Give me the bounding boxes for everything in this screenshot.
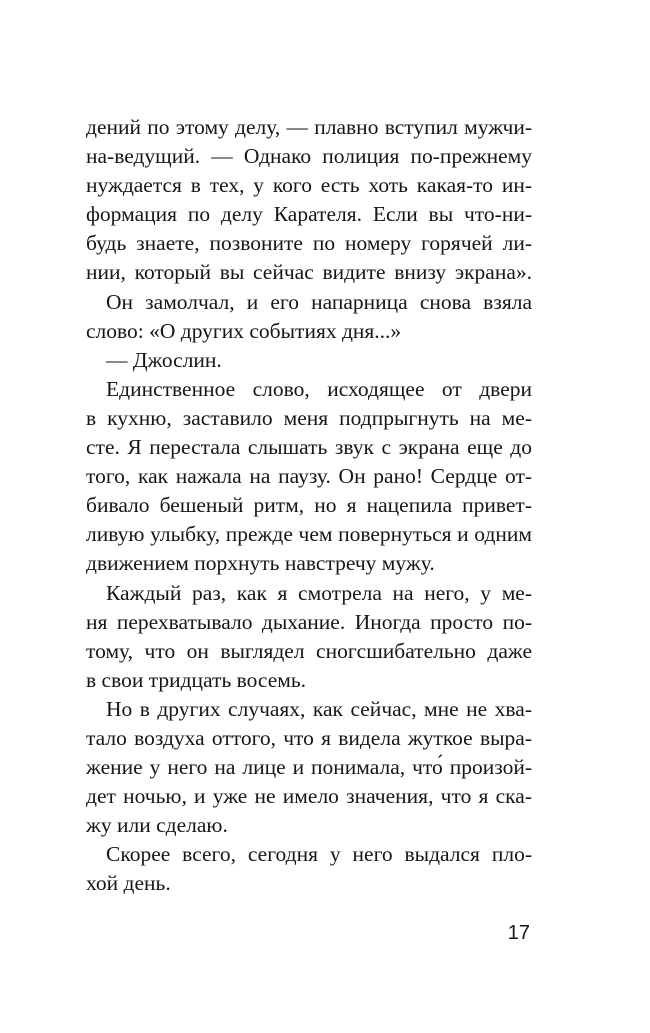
text-line: формация по делу Карателя. Если вы что-ни- — [86, 202, 532, 227]
text-line: того, как нажала на паузу. Он рано! Сердце от- — [86, 464, 532, 489]
text-line: нии, который вы сейчас видите внизу экрана». — [86, 260, 532, 285]
page-number: 17 — [507, 922, 530, 944]
paragraph-1 — [86, 113, 532, 288]
text-line: тому, что он выглядел сногсшибательно даже — [86, 638, 532, 663]
text-line: будь знаете, позвоните по номеру горячей ли- — [86, 231, 532, 256]
text-line: ня перехватывало дыхание. Иногда просто по- — [86, 609, 532, 634]
paragraph-2 — [86, 288, 532, 346]
text-line: в кухню, заставило меня подпрыгнуть на ме- — [86, 405, 532, 430]
text-line: ливую улыбку, прежде чем повернуться и одним — [86, 522, 532, 547]
paragraph-4 — [86, 375, 532, 579]
text-line: Он замолчал, и его напарница снова взяла — [106, 289, 532, 314]
paragraph-3 — [86, 346, 532, 375]
paragraph-5 — [86, 579, 532, 695]
text-line: в свои тридцать восемь. — [86, 667, 307, 692]
text-line: дет ночью, и уже не имело значения, что я ска- — [86, 784, 532, 809]
text-line: движением порхнуть навстречу мужу. — [86, 551, 435, 576]
text-line: слово: «О других событиях дня...» — [86, 318, 402, 343]
text-line: дений по этому делу, — плавно вступил мужчи- — [86, 115, 532, 139]
text-line: хой день. — [86, 871, 171, 896]
paragraph-7 — [86, 840, 532, 898]
text-line: Единственное слово, исходящее от двери — [106, 376, 532, 401]
text-line: сте. Я перестала слышать звук с экрана еще до — [86, 435, 532, 460]
text-line: Каждый раз, как я смотрела на него, у ме- — [106, 580, 532, 605]
text-line: тало воздуха оттого, что я видела жуткое выра- — [86, 725, 532, 750]
text-line: на-ведущий. — Однако полиция по-прежнему — [86, 144, 532, 169]
text-line: — Джослин. — [106, 347, 222, 372]
text-line: нуждается в тех, у кого есть хоть какая-то ин- — [86, 173, 532, 198]
paragraph-6 — [86, 695, 532, 840]
body-text — [86, 113, 532, 899]
text-line: жу или сделаю. — [86, 813, 228, 838]
text-line: Но в других случаях, как сейчас, мне не хва- — [106, 696, 532, 721]
text-line: Скорее всего, сегодня у него выдался пло- — [106, 842, 532, 867]
text-line: жение у него на лице и понимала, что́ произой- — [86, 755, 532, 780]
text-line: бивало бешеный ритм, но я нацепила привет- — [86, 493, 532, 518]
